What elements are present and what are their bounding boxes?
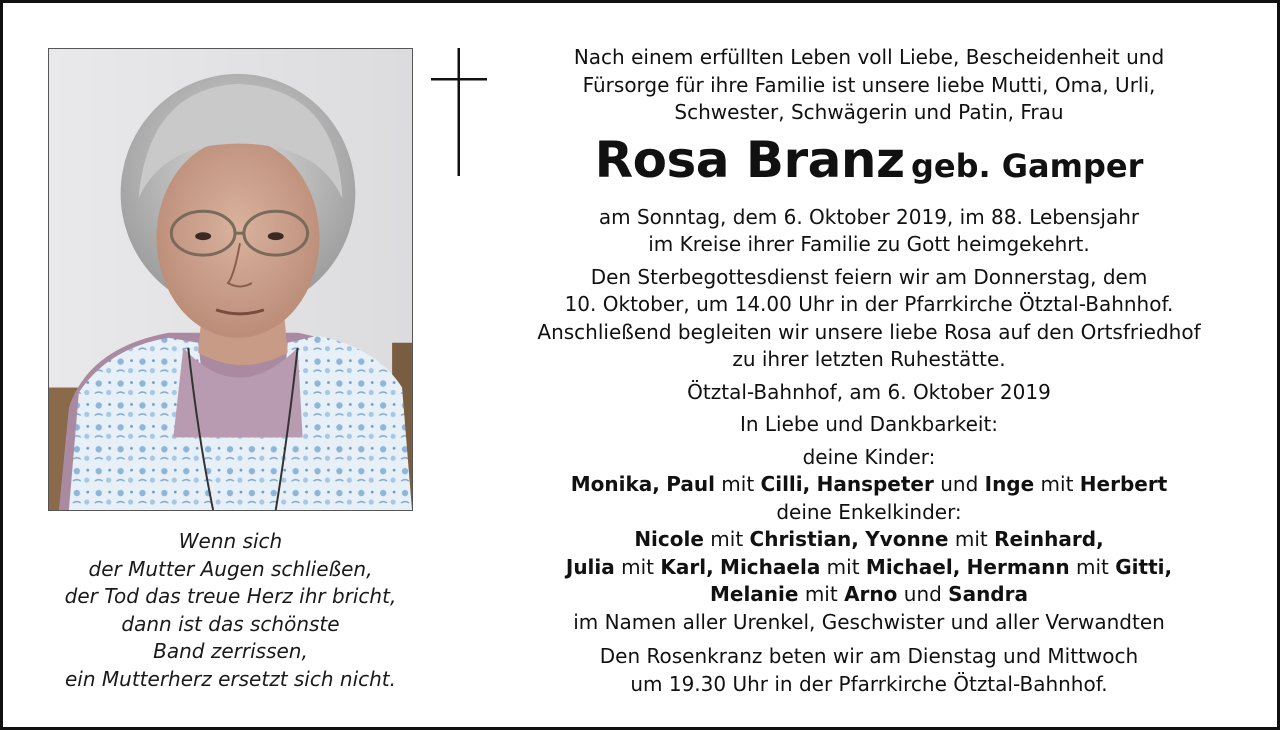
intro-line: Fürsorge für ihre Familie ist unsere liebe Mutti, Oma, Urli, (582, 72, 1156, 97)
grandchildren-line (473, 581, 1265, 609)
service-line: 10. Oktober, um 14.00 Uhr in der Pfarrkirche Ötztal-Bahnhof. (564, 292, 1174, 316)
announcement-text (473, 44, 1265, 698)
service-line: Den Sterbegottesdienst feiern wir am Donnerstag, dem (590, 264, 1148, 289)
service-line: Anschließend begleiten wir unsere liebe Rosa auf den Ortsfriedhof (537, 319, 1201, 344)
relatives-line: im Namen aller Urenkel, Geschwister und aller Verwandten (573, 609, 1165, 634)
poem-line: der Tod das treue Herz ihr bricht, (64, 584, 397, 608)
intro-line: Nach einem erfüllten Leben voll Liebe, Bescheidenheit und (573, 45, 1165, 69)
poem (23, 528, 438, 693)
grandchild-name: Karl, (660, 554, 714, 579)
grandchild-name: Julia (565, 554, 615, 579)
deceased-name: Rosa Branz (594, 130, 905, 189)
intro-line: Schwester, Schwägerin und Patin, Frau (674, 100, 1064, 124)
connector-word: mit (954, 527, 988, 551)
connector-word: mit (826, 554, 860, 579)
grandchildren-line (473, 526, 1265, 554)
grandchild-name: Yvonne (865, 527, 949, 551)
connector-word: mit (710, 527, 744, 551)
child-name: Hanspeter (816, 472, 934, 496)
poem-line: dann ist das schönste (121, 611, 340, 636)
death-line: im Kreise ihrer Familie zu Gott heimgekehrt. (648, 232, 1090, 256)
child-name: Cilli, (760, 472, 811, 496)
place-date: Ötztal-Bahnhof, am 6. Oktober 2019 (687, 379, 1051, 404)
deceased-name-line (473, 130, 1265, 200)
service-line: zu ihrer letzten Ruhestätte. (732, 347, 1006, 371)
grandchild-name: Michael, (865, 554, 961, 579)
portrait-illustration (49, 49, 412, 510)
connector-word: und (903, 582, 942, 606)
connector-word: mit (804, 582, 838, 606)
maiden-name: geb. Gamper (910, 146, 1144, 185)
grandchild-name: Michaela (720, 554, 821, 579)
children-label: deine Kinder: (802, 444, 936, 469)
grandchild-name: Reinhard, (994, 527, 1104, 551)
poem-line: der Mutter Augen schließen, (88, 556, 373, 581)
child-name: Herbert (1079, 472, 1168, 496)
grandchild-name: Sandra (948, 582, 1028, 606)
portrait-photo (48, 48, 413, 511)
connector-word: und (940, 472, 979, 496)
death-line: am Sonntag, dem 6. Oktober 2019, im 88. Lebensjahr (598, 204, 1140, 229)
connector-word: mit (721, 472, 755, 496)
grandchildren-label: deine Enkelkinder: (776, 499, 962, 524)
connector-word: mit (621, 554, 655, 579)
poem-line: ein Mutterherz ersetzt sich nicht. (65, 666, 396, 691)
grandchild-name: Hermann (966, 554, 1070, 579)
rosary-line: um 19.30 Uhr in der Pfarrkirche Ötztal-Bahnhof. (630, 671, 1108, 696)
grandchildren-line (473, 554, 1265, 582)
grandchild-name: Arno (844, 582, 898, 606)
grandchild-name: Gitti, (1115, 554, 1173, 579)
children-line (473, 471, 1265, 499)
child-name: Inge (984, 472, 1035, 496)
grandchild-name: Nicole (634, 527, 704, 551)
poem-line: Wenn sich (178, 529, 283, 553)
grandchild-name: Melanie (709, 582, 799, 606)
grandchild-name: Christian, (749, 527, 859, 551)
poem-line: Band zerrissen, (153, 639, 308, 663)
child-name: Monika, (570, 472, 660, 496)
gratitude: In Liebe und Dankbarkeit: (739, 412, 999, 436)
rosary-line: Den Rosenkranz beten wir am Dienstag und Mittwoch (599, 644, 1139, 668)
child-name: Paul (666, 472, 715, 496)
connector-word: mit (1040, 472, 1074, 496)
connector-word: mit (1076, 554, 1109, 579)
